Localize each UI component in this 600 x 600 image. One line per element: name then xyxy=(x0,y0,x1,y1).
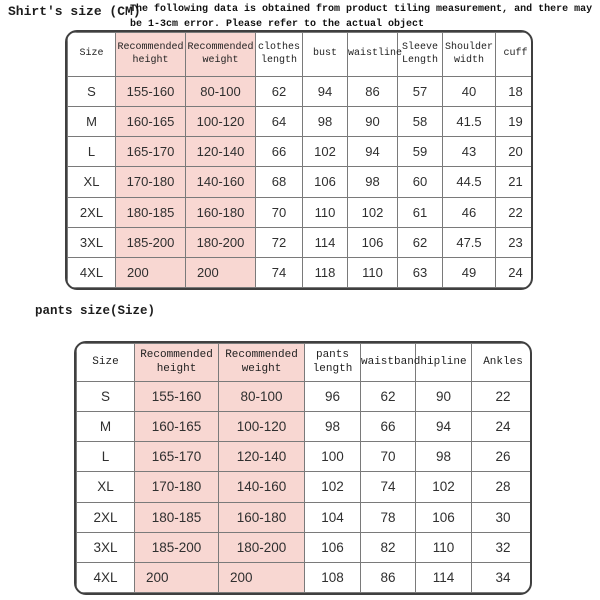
value-cell: 61 xyxy=(398,197,443,227)
value-cell: 68 xyxy=(256,167,303,197)
value-cell: 180-200 xyxy=(186,227,256,257)
size-cell: 4XL xyxy=(68,257,116,287)
value-cell: 58 xyxy=(398,107,443,137)
size-cell: 2XL xyxy=(77,502,135,532)
value-cell: 24 xyxy=(472,412,533,442)
value-cell: 104 xyxy=(305,502,361,532)
value-cell: 106 xyxy=(416,502,472,532)
table-row xyxy=(77,382,533,412)
table-row xyxy=(77,472,533,502)
table-row xyxy=(68,197,534,227)
value-cell: 47.5 xyxy=(443,227,496,257)
shirt-size-title: Shirt's size (CM) xyxy=(8,4,141,19)
value-cell: 28 xyxy=(472,472,533,502)
value-cell: 106 xyxy=(348,227,398,257)
size-cell: L xyxy=(68,137,116,167)
header-cell: Ankles xyxy=(472,344,533,382)
table-row xyxy=(77,412,533,442)
value-cell: 160-180 xyxy=(219,502,305,532)
size-cell: L xyxy=(77,442,135,472)
header-cell: Recommended height xyxy=(135,344,219,382)
value-cell: 100-120 xyxy=(186,107,256,137)
value-cell: 120-140 xyxy=(219,442,305,472)
value-cell: 200 xyxy=(219,562,305,592)
value-cell: 64 xyxy=(256,107,303,137)
header-cell: Size xyxy=(68,33,116,77)
size-cell: S xyxy=(68,77,116,107)
table-row xyxy=(77,442,533,472)
value-cell: 74 xyxy=(256,257,303,287)
value-cell: 106 xyxy=(303,167,348,197)
value-cell: 26 xyxy=(472,442,533,472)
header-row xyxy=(68,33,534,77)
pants-size-table-frame xyxy=(74,341,532,595)
value-cell: 180-185 xyxy=(135,502,219,532)
value-cell: 110 xyxy=(416,532,472,562)
header-cell: clothes length xyxy=(256,33,303,77)
value-cell: 44.5 xyxy=(443,167,496,197)
value-cell: 100-120 xyxy=(219,412,305,442)
value-cell: 40 xyxy=(443,77,496,107)
value-cell: 86 xyxy=(361,562,416,592)
size-cell: XL xyxy=(77,472,135,502)
value-cell: 165-170 xyxy=(135,442,219,472)
value-cell: 160-180 xyxy=(186,197,256,227)
value-cell: 80-100 xyxy=(186,77,256,107)
shirt-size-table-frame xyxy=(65,30,533,290)
header-cell: bust xyxy=(303,33,348,77)
value-cell: 63 xyxy=(398,257,443,287)
header-cell: Recommended weight xyxy=(219,344,305,382)
header-cell: Shoulder width xyxy=(443,33,496,77)
value-cell: 22 xyxy=(472,382,533,412)
value-cell: 62 xyxy=(398,227,443,257)
table-row xyxy=(68,107,534,137)
value-cell: 200 xyxy=(116,257,186,287)
value-cell: 110 xyxy=(303,197,348,227)
size-cell: M xyxy=(68,107,116,137)
value-cell: 22 xyxy=(496,197,534,227)
value-cell: 46 xyxy=(443,197,496,227)
value-cell: 21 xyxy=(496,167,534,197)
size-cell: 3XL xyxy=(77,532,135,562)
value-cell: 160-165 xyxy=(135,412,219,442)
value-cell: 98 xyxy=(348,167,398,197)
table-row xyxy=(77,562,533,592)
value-cell: 49 xyxy=(443,257,496,287)
header-cell: Recommended height xyxy=(116,33,186,77)
pants-size-title: pants size(Size) xyxy=(35,304,156,318)
size-cell: 4XL xyxy=(77,562,135,592)
header-cell: hipline xyxy=(416,344,472,382)
value-cell: 200 xyxy=(135,562,219,592)
value-cell: 108 xyxy=(305,562,361,592)
value-cell: 30 xyxy=(472,502,533,532)
value-cell: 62 xyxy=(361,382,416,412)
value-cell: 32 xyxy=(472,532,533,562)
value-cell: 155-160 xyxy=(116,77,186,107)
value-cell: 140-160 xyxy=(219,472,305,502)
value-cell: 114 xyxy=(416,562,472,592)
value-cell: 24 xyxy=(496,257,534,287)
value-cell: 57 xyxy=(398,77,443,107)
value-cell: 98 xyxy=(303,107,348,137)
value-cell: 74 xyxy=(361,472,416,502)
value-cell: 70 xyxy=(361,442,416,472)
table-row xyxy=(77,502,533,532)
table-row xyxy=(68,137,534,167)
value-cell: 200 xyxy=(186,257,256,287)
value-cell: 180-200 xyxy=(219,532,305,562)
pants-size-table xyxy=(76,343,532,593)
value-cell: 94 xyxy=(303,77,348,107)
header-cell: waistband xyxy=(361,344,416,382)
header-row xyxy=(77,344,533,382)
value-cell: 155-160 xyxy=(135,382,219,412)
value-cell: 90 xyxy=(348,107,398,137)
value-cell: 86 xyxy=(348,77,398,107)
value-cell: 170-180 xyxy=(116,167,186,197)
value-cell: 160-165 xyxy=(116,107,186,137)
value-cell: 180-185 xyxy=(116,197,186,227)
value-cell: 94 xyxy=(416,412,472,442)
value-cell: 185-200 xyxy=(116,227,186,257)
size-cell: XL xyxy=(68,167,116,197)
header-cell: waistline xyxy=(348,33,398,77)
value-cell: 72 xyxy=(256,227,303,257)
size-cell: 3XL xyxy=(68,227,116,257)
value-cell: 62 xyxy=(256,77,303,107)
value-cell: 102 xyxy=(416,472,472,502)
value-cell: 23 xyxy=(496,227,534,257)
header-cell: Sleeve Length xyxy=(398,33,443,77)
value-cell: 59 xyxy=(398,137,443,167)
measurement-disclaimer: The following data is obtained from product tiling measurement, and there may be 1-3cm error. Please refer to the actual object xyxy=(130,4,593,30)
value-cell: 66 xyxy=(361,412,416,442)
value-cell: 43 xyxy=(443,137,496,167)
value-cell: 102 xyxy=(348,197,398,227)
value-cell: 41.5 xyxy=(443,107,496,137)
size-cell: M xyxy=(77,412,135,442)
value-cell: 34 xyxy=(472,562,533,592)
value-cell: 96 xyxy=(305,382,361,412)
value-cell: 165-170 xyxy=(116,137,186,167)
table-row xyxy=(68,167,534,197)
header-cell: pants length xyxy=(305,344,361,382)
value-cell: 110 xyxy=(348,257,398,287)
value-cell: 70 xyxy=(256,197,303,227)
header-cell: Recommended weight xyxy=(186,33,256,77)
value-cell: 98 xyxy=(305,412,361,442)
value-cell: 98 xyxy=(416,442,472,472)
value-cell: 82 xyxy=(361,532,416,562)
value-cell: 94 xyxy=(348,137,398,167)
value-cell: 170-180 xyxy=(135,472,219,502)
size-cell: 2XL xyxy=(68,197,116,227)
value-cell: 90 xyxy=(416,382,472,412)
value-cell: 120-140 xyxy=(186,137,256,167)
value-cell: 100 xyxy=(305,442,361,472)
size-cell: S xyxy=(77,382,135,412)
header-cell: Size xyxy=(77,344,135,382)
value-cell: 114 xyxy=(303,227,348,257)
value-cell: 185-200 xyxy=(135,532,219,562)
value-cell: 20 xyxy=(496,137,534,167)
value-cell: 118 xyxy=(303,257,348,287)
value-cell: 18 xyxy=(496,77,534,107)
value-cell: 80-100 xyxy=(219,382,305,412)
table-row xyxy=(68,227,534,257)
value-cell: 66 xyxy=(256,137,303,167)
table-row xyxy=(77,532,533,562)
value-cell: 60 xyxy=(398,167,443,197)
value-cell: 19 xyxy=(496,107,534,137)
value-cell: 102 xyxy=(305,472,361,502)
value-cell: 78 xyxy=(361,502,416,532)
table-row xyxy=(68,257,534,287)
header-cell: cuff xyxy=(496,33,534,77)
shirt-size-table xyxy=(67,32,533,288)
value-cell: 106 xyxy=(305,532,361,562)
value-cell: 102 xyxy=(303,137,348,167)
value-cell: 140-160 xyxy=(186,167,256,197)
table-row xyxy=(68,77,534,107)
